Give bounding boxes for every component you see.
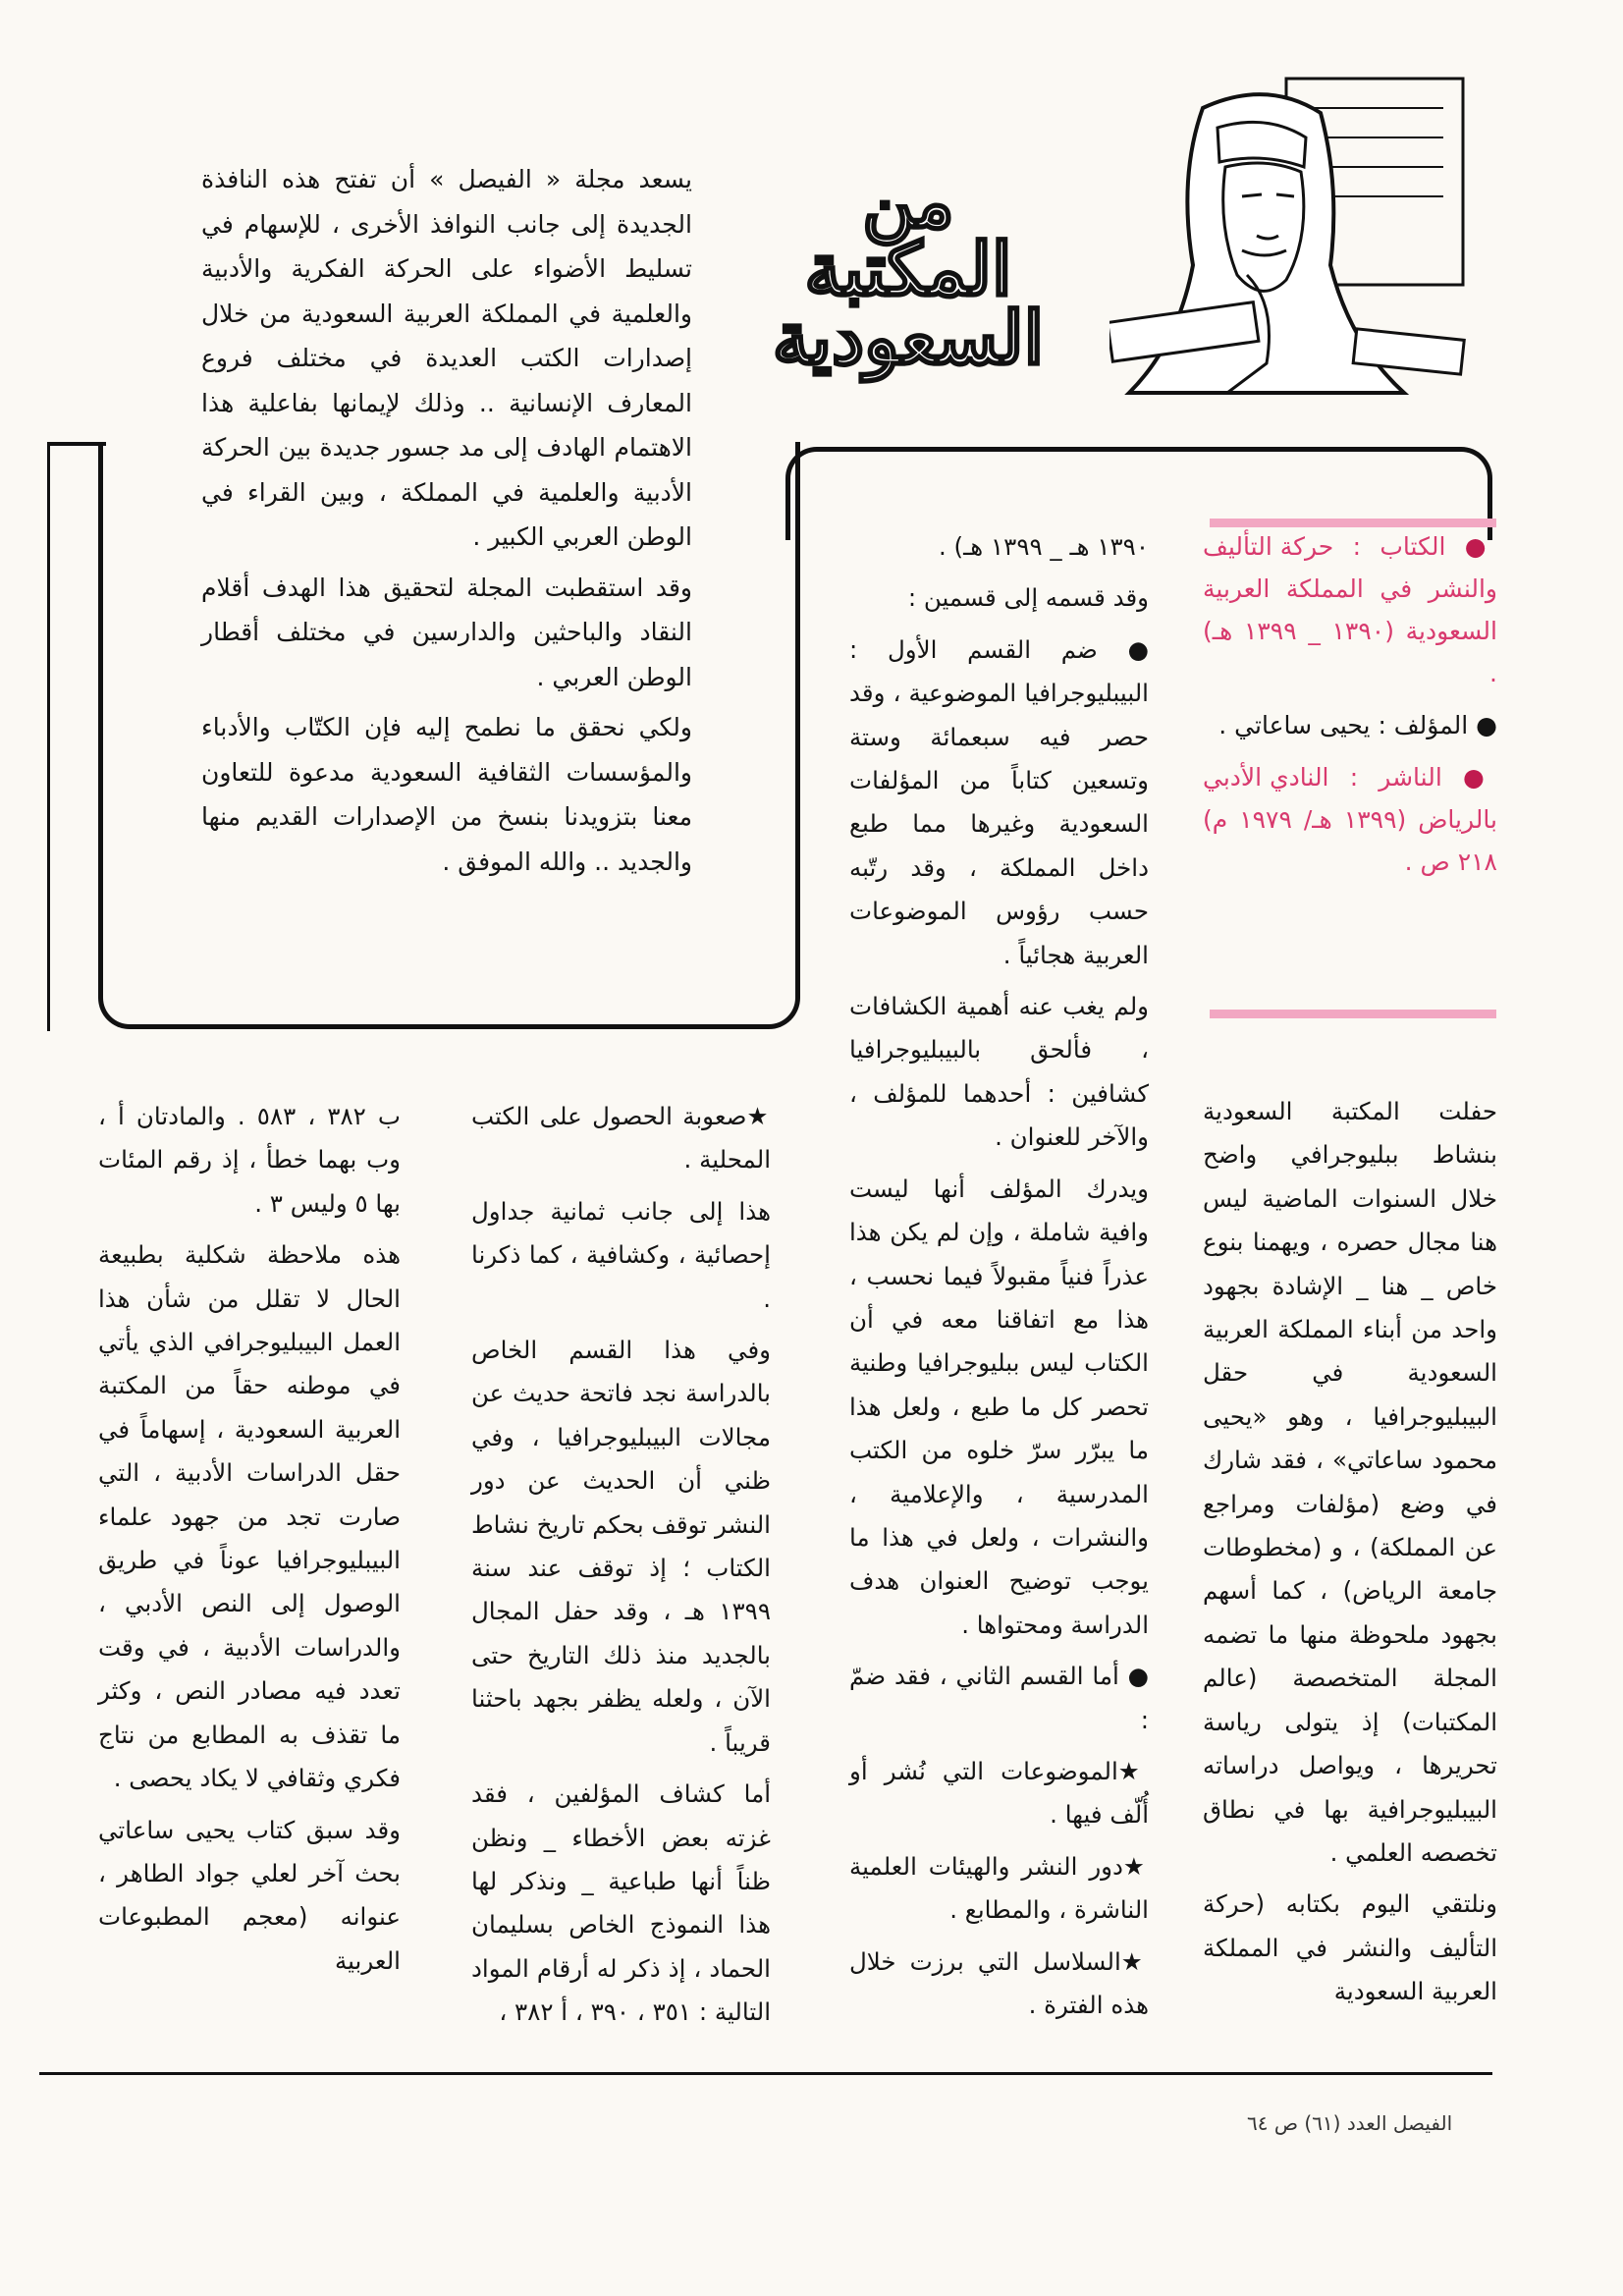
author-label: المؤلف :	[1378, 711, 1469, 739]
paragraph: حفلت المكتبة السعودية بنشاط ببليوجرافي واضح خلال السنوات الماضية ليس هنا مجال حصره ، ويهمنا بنوع خاص _ هنا _ الإشادة بجهود واحد من أبناء المملكة العربية السعودية في حقل البيبليوجرافيا ، وهو «يحيى محمود ساعاتي» ، فقد شارك في وضع (مؤلفات ومراجع عن المملكة) ، و (مخطوطات جامعة الرياض) ، كما أسهم بجهود ملحوظة منها ما تضمه المجلة المتخصصة (عالم المكتبات) إذ يتولى رياسة تحريرها ، ويواصل دراساته البيبليوجرافية بها في نطاق تخصصه العلمي .	[1203, 1097, 1497, 1867]
frame-stub	[47, 442, 106, 446]
bullet-icon: ●	[1445, 532, 1498, 561]
publisher-entry	[1203, 756, 1497, 883]
publisher-label: الناشر :	[1349, 763, 1442, 792]
book-label: الكتاب :	[1352, 532, 1446, 561]
paragraph: هذه ملاحظة شكلية بطبيعة الحال لا تقلل من شأن هذا العمل البيبليوجرافي الذي يأتي في موطنه حقاً من المكتبة العربية السعودية ، إسهاماً في حقل الدراسات الأدبية ، التي صارت تجد من جهود علماء البيبليوجرافيا عوناً في طريق الوصول إلى النص الأدبي ، والدراسات الأدبية ، في وقت تعدد فيه مصادر النص ، وكثر ما تقذف به المطابع من نتاج فكري وثقافي لا يكاد يحصى .	[98, 1240, 401, 1793]
title-line-3: السعودية	[772, 297, 1045, 381]
article-column-1	[1203, 1090, 1497, 2022]
paragraph: وقد سبق كتاب يحيى ساعاتي بحث آخر لعلي جواد الطاهر ، عنوانه (معجم المطبوعات العربية	[98, 1815, 401, 1975]
intro-paragraph: ولكي نحقق ما نطمح إليه فإن الكتّاب والأدباء والمؤسسات الثقافية السعودية مدعوة للتعاون معنا بتزويدنا بنسخ من الإصدارات القديم منها والجديد .. والله الموفق .	[201, 713, 692, 876]
paragraph: وقد قسمه إلى قسمين :	[907, 583, 1149, 613]
paragraph: ب ٣٨٢ ، ٥٨٣ . والمادتان أ ، وب بهما خطأ ، إذ رقم المئات بها ٥ وليس ٣ .	[98, 1102, 401, 1218]
list-item: ★ دور النشر والهيئات العلمية الناشرة ، والمطابع .	[849, 1845, 1149, 1933]
list-item: ★ الموضوعات التي نُشر أو أُلّف فيها .	[849, 1750, 1149, 1837]
paragraph: ● أما القسم الثاني ، فقد ضمّ :	[849, 1662, 1149, 1734]
paragraph: ● ضم القسم الأول : البيبليوجرافيا الموضوعية ، وقد حصر فيه سبعمائة وستة وتسعين كتاباً من المؤلفات السعودية وغيرها مما طبع داخل المملكة ، وقد رتّبه حسب رؤوس الموضوعات العربية هجائياً .	[849, 634, 1149, 969]
intro-paragraph: وقد استقطبت المجلة لتحقيق هذا الهدف أقلام النقاد والباحثين والدارسين في مختلف أقطار الوطن العربي .	[201, 573, 692, 691]
paragraph: ١٣٩٠ هـ _ ١٣٩٩ هـ) .	[938, 532, 1149, 561]
bullet-icon: ●	[1462, 763, 1497, 792]
book-title: حركة التأليف والنشر في المملكة العربية السعودية (١٣٩٠ _ ١٣٩٩ هـ) .	[1203, 532, 1497, 687]
paragraph: ولم يغب عنه أهمية الكشافات ، فألحق بالبيبليوجرافيا كشافين : أحدهما للمؤلف ، والآخر للعنوان .	[849, 992, 1149, 1152]
paragraph: وفي هذا القسم الخاص بالدراسة نجد فاتحة حديث عن مجالات البيبليوجرافيا ، وفي ظني أن الحديث عن دور النشر توقف بحكم تاريخ نشاط الكتاب ؛ إذ توقف عند سنة ١٣٩٩ هـ ، وقد حفل المجال بالجديد منذ ذلك التاريخ حتى الآن ، ولعله يظفر بجهد باحثنا قريباً .	[471, 1336, 771, 1757]
bullet-icon: ●	[1468, 711, 1497, 739]
section-title	[731, 160, 1085, 403]
author-name: يحيى ساعاتي .	[1218, 711, 1371, 739]
publisher-name: النادي الأدبي بالرياض (١٣٩٩ هـ/ ١٩٧٩ م) ٢١٨ ص .	[1203, 763, 1497, 876]
article-column-3	[471, 1095, 771, 2043]
book-entry	[1203, 525, 1497, 694]
portrait-illustration	[1109, 69, 1473, 422]
bottom-rule	[39, 2072, 1492, 2075]
list-item: ★ السلاسل التي برزت خلال هذه الفترة .	[849, 1941, 1149, 2028]
book-info-box	[1203, 525, 1497, 893]
paragraph: هذا إلى جانب ثمانية جداول إحصائية ، وكشافية ، كما ذكرنا .	[471, 1196, 771, 1313]
paragraph: ونلتقي اليوم بكتابه (حركة التأليف والنشر في المملكة العربية السعودية	[1203, 1889, 1497, 2006]
paragraph: أما كشاف المؤلفين ، فقد غزته بعض الأخطاء _ ونظن ظناً أنها طباعية _ ونذكر لها هذا النموذج الخاص بسليمان الحماد ، إذ ذكر له أرقام المواد التالية : ٣٥١ ، ٣٩٠ ، أ ٣٨٢ ،	[471, 1779, 771, 2027]
page-footer: الفيصل العدد (٦١) ص ٦٤	[1247, 2111, 1453, 2135]
frame-bottom-border	[98, 442, 800, 1029]
pink-rule-bottom	[1210, 1010, 1496, 1018]
article-column-4	[98, 1095, 401, 1991]
author-entry	[1203, 704, 1497, 746]
title-line-2: المكتبة	[804, 228, 1012, 312]
title-line-1: من	[862, 160, 954, 244]
article-column-2	[849, 525, 1149, 2035]
frame-left-edge	[47, 442, 50, 1031]
list-item: ★ صعوبة الحصول على الكتب المحلية .	[471, 1095, 771, 1182]
paragraph: ويدرك المؤلف أنها ليست وافية شاملة ، وإن لم يكن هذا عذراً فنياً مقبولاً فيما نحسب ، هذا مع اتفاقنا معه في أن الكتاب ليس ببليوجرافيا وطنية تحصر كل ما طبع ، ولعل هذا ما يبرّر سرّ خلوه من الكتب المدرسية ، والإعلامية ، والنشرات ، ولعل في هذا ما يوجب توضيح العنوان هدف الدراسة ومحتواها .	[849, 1174, 1149, 1639]
intro-paragraph: يسعد مجلة « الفيصل » أن تفتح هذه النافذة الجديدة إلى جانب النوافذ الأخرى ، للإسهام في تسليط الأضواء على الحركة الفكرية والأدبية والعلمية في المملكة العربية السعودية من خلال إصدارات الكتب العديدة في مختلف فروع المعارف الإنسانية .. وذلك لإيمانها بفاعلية هذا الاهتمام الهادف إلى مد جسور جديدة بين الحركة الأدبية والعلمية في المملكة ، وبين القراء في الوطن العربي الكبير .	[201, 165, 692, 551]
